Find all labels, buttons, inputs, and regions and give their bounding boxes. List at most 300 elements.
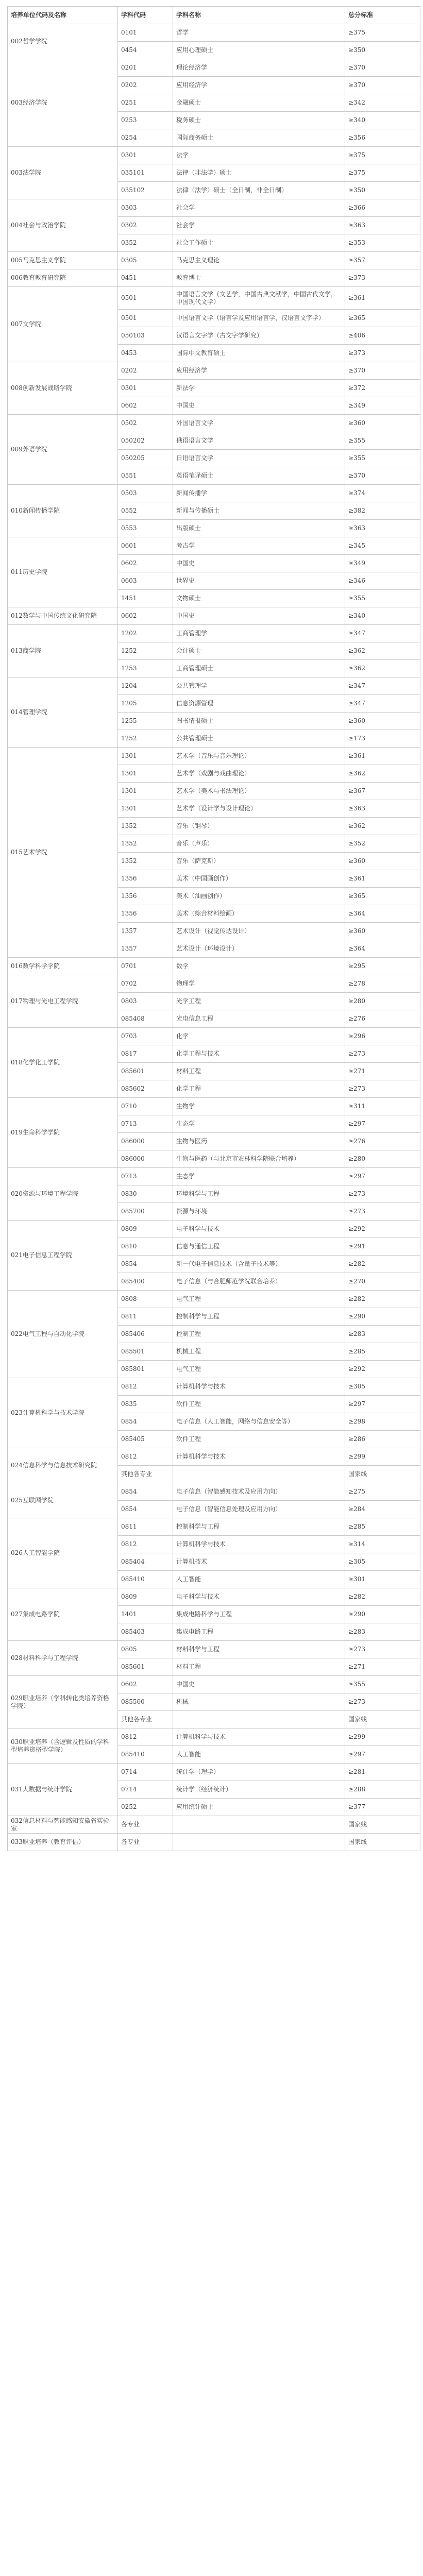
table-row	[8, 1588, 420, 1606]
table-row	[8, 975, 420, 993]
score-cell: ≥365	[345, 888, 420, 905]
score-cell: ≥271	[345, 1063, 420, 1080]
table-row	[8, 1518, 420, 1536]
unit-cell: 018化学化工学院	[8, 1028, 118, 1098]
name-cell: 计算机科学与技术	[173, 1448, 345, 1466]
name-cell: 电气工程	[173, 1361, 345, 1378]
score-cell: ≥342	[345, 94, 420, 112]
score-cell: ≥276	[345, 1133, 420, 1150]
unit-cell: 028材料科学与工程学院	[8, 1641, 118, 1676]
code-cell: 1356	[118, 870, 173, 888]
table-row	[8, 1764, 420, 1781]
name-cell: 中国史	[173, 555, 345, 572]
table-row	[8, 1448, 420, 1466]
code-cell: 0808	[118, 1291, 173, 1308]
name-cell: 法律（法学）硕士（全日制，非全日制）	[173, 182, 345, 199]
code-cell: 0503	[118, 485, 173, 502]
code-cell: 0251	[118, 94, 173, 112]
name-cell: 控制科学与工程	[173, 1308, 345, 1326]
score-cell: ≥284	[345, 1501, 420, 1518]
name-cell: 电子信息（智能感知技术及应用方向）	[173, 1483, 345, 1501]
code-cell: 0551	[118, 467, 173, 485]
name-cell: 日语语言文学	[173, 450, 345, 467]
code-cell: 085602	[118, 1080, 173, 1098]
name-cell: 电子科学与技术	[173, 1588, 345, 1606]
code-cell: 1352	[118, 853, 173, 870]
unit-cell: 004社会与政治学院	[8, 199, 118, 252]
unit-cell: 016数学科学学院	[8, 958, 118, 975]
score-cell: ≥367	[345, 783, 420, 800]
name-cell: 外国语言文学	[173, 415, 345, 432]
name-cell: 文物硕士	[173, 590, 345, 607]
score-cell: ≥375	[345, 147, 420, 164]
name-cell: 美术（中国画创作）	[173, 870, 345, 888]
code-cell: 0302	[118, 217, 173, 234]
code-cell: 1401	[118, 1606, 173, 1623]
name-cell: 社会学	[173, 199, 345, 217]
name-cell: 资源与环境	[173, 1203, 345, 1221]
code-cell: 0810	[118, 1238, 173, 1256]
name-cell: 会计硕士	[173, 642, 345, 660]
score-cell: ≥298	[345, 1413, 420, 1431]
name-cell: 物理学	[173, 975, 345, 993]
code-cell: 0552	[118, 502, 173, 520]
code-cell: 0305	[118, 252, 173, 269]
name-cell	[173, 1466, 345, 1483]
code-cell: 0201	[118, 59, 173, 77]
code-cell: 050205	[118, 450, 173, 467]
name-cell: 控制工程	[173, 1326, 345, 1343]
table-row	[8, 1834, 420, 1851]
name-cell: 法律（非法学）硕士	[173, 164, 345, 182]
score-cell: ≥356	[345, 129, 420, 147]
score-cell: ≥286	[345, 1431, 420, 1448]
name-cell: 中国史	[173, 397, 345, 415]
table-row	[8, 485, 420, 502]
score-cell: ≥366	[345, 199, 420, 217]
unit-cell: 032信息材料与智能感知安徽省实验室	[8, 1816, 118, 1834]
score-table	[7, 6, 420, 1851]
code-cell: 各专业	[118, 1816, 173, 1834]
name-cell: 法学	[173, 147, 345, 164]
name-cell: 电子信息（人工智能，网络与信息安全等）	[173, 1413, 345, 1431]
score-cell: ≥297	[345, 1396, 420, 1413]
name-cell: 新闻与传播硕士	[173, 502, 345, 520]
name-cell: 人工智能	[173, 1746, 345, 1764]
score-cell: ≥347	[345, 625, 420, 642]
name-cell: 汉语言文字学（古文字学研究）	[173, 327, 345, 345]
code-cell: 085410	[118, 1571, 173, 1588]
code-cell: 0854	[118, 1501, 173, 1518]
code-cell: 1202	[118, 625, 173, 642]
name-cell	[173, 1711, 345, 1728]
code-cell: 0803	[118, 993, 173, 1010]
code-cell: 086000	[118, 1150, 173, 1168]
score-cell: ≥299	[345, 1448, 420, 1466]
table-row	[8, 677, 420, 695]
code-cell: 085601	[118, 1658, 173, 1676]
name-cell: 社会工作硕士	[173, 234, 345, 252]
code-cell: 0202	[118, 77, 173, 94]
name-cell: 新闻传播学	[173, 485, 345, 502]
score-cell: ≥350	[345, 182, 420, 199]
score-cell: ≥295	[345, 958, 420, 975]
code-cell: 0805	[118, 1641, 173, 1658]
score-cell: ≥281	[345, 1764, 420, 1781]
name-cell: 中国语言文学（文艺学，中国古典文献学，中国古代文学，中国现代文学）	[173, 287, 345, 310]
score-cell: ≥355	[345, 1676, 420, 1693]
table-row	[8, 1816, 420, 1834]
code-cell: 0601	[118, 537, 173, 555]
name-cell: 应用统计硕士	[173, 1799, 345, 1816]
name-cell: 计算机技术	[173, 1553, 345, 1571]
score-cell: ≥285	[345, 1518, 420, 1536]
code-cell: 1357	[118, 940, 173, 958]
score-cell: ≥297	[345, 1115, 420, 1133]
code-cell: 0710	[118, 1098, 173, 1115]
code-cell: 0854	[118, 1256, 173, 1273]
code-cell: 0602	[118, 397, 173, 415]
name-cell: 艺术设计（环境设计）	[173, 940, 345, 958]
score-cell: ≥292	[345, 1221, 420, 1238]
score-cell: ≥273	[345, 1641, 420, 1658]
score-cell: ≥280	[345, 993, 420, 1010]
unit-cell: 021电子信息工程学院	[8, 1221, 118, 1291]
score-cell: ≥290	[345, 1308, 420, 1326]
table-row	[8, 199, 420, 217]
unit-cell: 031大数据与统计学院	[8, 1764, 118, 1816]
code-cell: 085405	[118, 1431, 173, 1448]
name-cell: 集成电路科学与工程	[173, 1606, 345, 1623]
score-cell: ≥347	[345, 695, 420, 713]
unit-cell: 003法学院	[8, 147, 118, 199]
code-cell: 0451	[118, 269, 173, 287]
unit-cell: 002哲学学院	[8, 24, 118, 59]
code-cell: 085501	[118, 1343, 173, 1361]
score-cell: ≥370	[345, 467, 420, 485]
code-cell: 085408	[118, 1010, 173, 1028]
unit-cell: 013商学院	[8, 625, 118, 677]
score-cell: ≥350	[345, 42, 420, 59]
score-cell: ≥288	[345, 1781, 420, 1799]
name-cell: 统计学（理学）	[173, 1764, 345, 1781]
score-cell: ≥291	[345, 1238, 420, 1256]
code-cell: 085700	[118, 1203, 173, 1221]
unit-cell: 030职业培养（含逻辑及性质的学科型培养资格型学院）	[8, 1728, 118, 1764]
table-row	[8, 1221, 420, 1238]
code-cell: 0301	[118, 380, 173, 397]
code-cell: 0809	[118, 1221, 173, 1238]
code-cell: 0812	[118, 1536, 173, 1553]
code-cell: 0253	[118, 112, 173, 129]
table-row	[8, 748, 420, 765]
unit-cell: 033职业培养（教育评估）	[8, 1834, 118, 1851]
name-cell: 音乐（萨克斯）	[173, 853, 345, 870]
name-cell: 教育博士	[173, 269, 345, 287]
code-cell: 其他各专业	[118, 1466, 173, 1483]
name-cell: 软件工程	[173, 1431, 345, 1448]
code-cell: 1356	[118, 888, 173, 905]
score-cell: 国家线	[345, 1816, 420, 1834]
score-cell: ≥276	[345, 1010, 420, 1028]
unit-cell: 005马克思主义学院	[8, 252, 118, 269]
code-cell: 1301	[118, 800, 173, 818]
name-cell: 艺术学（戏剧与戏曲理论）	[173, 765, 345, 783]
score-cell: ≥349	[345, 397, 420, 415]
code-cell: 035101	[118, 164, 173, 182]
code-cell: 085601	[118, 1063, 173, 1080]
code-cell: 0854	[118, 1413, 173, 1431]
unit-cell: 022电气工程与自动化学院	[8, 1291, 118, 1378]
score-cell: ≥365	[345, 310, 420, 327]
name-cell: 税务硕士	[173, 112, 345, 129]
code-cell: 0254	[118, 129, 173, 147]
code-cell: 0453	[118, 345, 173, 362]
name-cell: 国际中文教育硕士	[173, 345, 345, 362]
score-cell: ≥297	[345, 1168, 420, 1185]
score-cell: ≥374	[345, 485, 420, 502]
score-cell: ≥301	[345, 1571, 420, 1588]
table-row	[8, 625, 420, 642]
name-cell: 数学	[173, 958, 345, 975]
unit-cell: 023计算机科学与技术学院	[8, 1378, 118, 1448]
table-row	[8, 1098, 420, 1115]
name-cell: 电子科学与技术	[173, 1221, 345, 1238]
name-cell: 艺术学（音乐与音乐理论）	[173, 748, 345, 765]
score-cell: ≥297	[345, 1746, 420, 1764]
code-cell: 0713	[118, 1115, 173, 1133]
score-cell: ≥375	[345, 164, 420, 182]
code-cell: 1357	[118, 923, 173, 940]
score-cell: 国家线	[345, 1834, 420, 1851]
name-cell: 环境科学与工程	[173, 1185, 345, 1203]
name-cell: 光电信息工程	[173, 1010, 345, 1028]
score-cell: ≥372	[345, 380, 420, 397]
score-cell: ≥370	[345, 77, 420, 94]
name-cell: 图书情报硕士	[173, 713, 345, 730]
name-cell: 新法学	[173, 380, 345, 397]
name-cell: 国际商务硕士	[173, 129, 345, 147]
name-cell: 材料工程	[173, 1658, 345, 1676]
score-cell: ≥340	[345, 607, 420, 625]
score-cell: ≥278	[345, 975, 420, 993]
code-cell: 0301	[118, 147, 173, 164]
name-cell: 音乐（钢琴）	[173, 818, 345, 835]
header-code: 学科代码	[118, 7, 173, 24]
score-cell: ≥377	[345, 1799, 420, 1816]
code-cell: 0812	[118, 1728, 173, 1746]
name-cell	[173, 1816, 345, 1834]
code-cell: 0101	[118, 24, 173, 42]
code-cell: 1301	[118, 748, 173, 765]
code-cell: 0603	[118, 572, 173, 590]
score-cell: ≥273	[345, 1693, 420, 1711]
score-cell: ≥370	[345, 59, 420, 77]
name-cell: 中国史	[173, 607, 345, 625]
name-cell: 工商管理学	[173, 625, 345, 642]
code-cell: 1253	[118, 660, 173, 677]
unit-cell: 008创新发展战略学院	[8, 362, 118, 415]
name-cell: 考古学	[173, 537, 345, 555]
header-name: 学科名称	[173, 7, 345, 24]
code-cell: 0812	[118, 1378, 173, 1396]
name-cell: 出版硕士	[173, 520, 345, 537]
name-cell: 中国史	[173, 1676, 345, 1693]
score-cell: ≥363	[345, 800, 420, 818]
score-cell: ≥305	[345, 1553, 420, 1571]
code-cell: 0811	[118, 1518, 173, 1536]
score-cell: ≥364	[345, 940, 420, 958]
name-cell: 机械工程	[173, 1343, 345, 1361]
name-cell: 应用经济学	[173, 362, 345, 380]
name-cell: 信息资源管理	[173, 695, 345, 713]
table-row	[8, 24, 420, 42]
name-cell: 公共管理学	[173, 677, 345, 695]
name-cell: 人工智能	[173, 1571, 345, 1588]
code-cell: 0602	[118, 555, 173, 572]
score-cell: ≥352	[345, 835, 420, 853]
name-cell: 集成电路工程	[173, 1623, 345, 1641]
score-cell: ≥355	[345, 590, 420, 607]
unit-cell: 006教育教育研究院	[8, 269, 118, 287]
code-cell: 0454	[118, 42, 173, 59]
unit-cell: 027集成电路学院	[8, 1588, 118, 1641]
code-cell: 085400	[118, 1273, 173, 1291]
score-cell: ≥283	[345, 1623, 420, 1641]
table-row	[8, 1291, 420, 1308]
name-cell: 信息与通信工程	[173, 1238, 345, 1256]
code-cell: 1356	[118, 905, 173, 923]
score-cell: ≥290	[345, 1606, 420, 1623]
code-cell: 0252	[118, 1799, 173, 1816]
unit-cell: 003经济学院	[8, 59, 118, 147]
name-cell: 材料科学与工程	[173, 1641, 345, 1658]
code-cell: 050202	[118, 432, 173, 450]
score-cell: ≥311	[345, 1098, 420, 1115]
score-cell: ≥357	[345, 252, 420, 269]
score-cell: ≥270	[345, 1273, 420, 1291]
unit-cell: 017物理与光电工程学院	[8, 975, 118, 1028]
unit-cell: 007文学院	[8, 287, 118, 362]
score-cell: ≥362	[345, 765, 420, 783]
score-cell: ≥292	[345, 1361, 420, 1378]
code-cell: 0703	[118, 1028, 173, 1045]
unit-cell: 010新闻传播学院	[8, 485, 118, 537]
score-cell: ≥299	[345, 1728, 420, 1746]
name-cell: 英语笔译硕士	[173, 467, 345, 485]
code-cell: 1252	[118, 642, 173, 660]
score-cell: ≥273	[345, 1203, 420, 1221]
code-cell: 0553	[118, 520, 173, 537]
score-cell: 国家线	[345, 1711, 420, 1728]
name-cell: 电气工程	[173, 1291, 345, 1308]
code-cell: 085406	[118, 1326, 173, 1343]
name-cell: 美术（综合材料绘画）	[173, 905, 345, 923]
table-row	[8, 59, 420, 77]
code-cell: 085801	[118, 1361, 173, 1378]
name-cell: 机械	[173, 1693, 345, 1711]
score-cell: ≥362	[345, 818, 420, 835]
code-cell: 0502	[118, 415, 173, 432]
code-cell: 1451	[118, 590, 173, 607]
score-cell: ≥361	[345, 870, 420, 888]
score-cell: ≥355	[345, 432, 420, 450]
name-cell: 电子信息（智能信息处理及应用方向）	[173, 1501, 345, 1518]
score-cell: ≥349	[345, 555, 420, 572]
score-cell: ≥347	[345, 677, 420, 695]
score-cell: ≥345	[345, 537, 420, 555]
table-row	[8, 1728, 420, 1746]
table-row	[8, 537, 420, 555]
table-row	[8, 958, 420, 975]
code-cell: 085500	[118, 1693, 173, 1711]
code-cell: 085410	[118, 1746, 173, 1764]
code-cell: 各专业	[118, 1834, 173, 1851]
name-cell: 社会学	[173, 217, 345, 234]
table-row	[8, 1483, 420, 1501]
name-cell	[173, 1834, 345, 1851]
code-cell: 086000	[118, 1133, 173, 1150]
table-row	[8, 415, 420, 432]
score-cell: ≥285	[345, 1343, 420, 1361]
score-cell: ≥364	[345, 905, 420, 923]
name-cell: 软件工程	[173, 1396, 345, 1413]
code-cell: 0701	[118, 958, 173, 975]
name-cell: 计算机科学与技术	[173, 1378, 345, 1396]
table-row	[8, 1641, 420, 1658]
name-cell: 生物与医药	[173, 1133, 345, 1150]
name-cell: 生态学	[173, 1168, 345, 1185]
name-cell: 金融硕士	[173, 94, 345, 112]
table-row	[8, 1676, 420, 1693]
score-cell: ≥361	[345, 287, 420, 310]
score-cell: ≥382	[345, 502, 420, 520]
table-row	[8, 1168, 420, 1185]
table-row	[8, 269, 420, 287]
table-row	[8, 147, 420, 164]
code-cell: 0854	[118, 1483, 173, 1501]
score-cell: 国家线	[345, 1466, 420, 1483]
code-cell: 0602	[118, 1676, 173, 1693]
code-cell: 0817	[118, 1045, 173, 1063]
score-cell: ≥375	[345, 24, 420, 42]
code-cell: 0714	[118, 1764, 173, 1781]
score-cell: ≥282	[345, 1256, 420, 1273]
name-cell: 新一代电子信息技术（含量子技术等）	[173, 1256, 345, 1273]
unit-cell: 025互联网学院	[8, 1483, 118, 1518]
code-cell: 1255	[118, 713, 173, 730]
name-cell: 统计学（经济统计）	[173, 1781, 345, 1799]
name-cell: 工商管理硕士	[173, 660, 345, 677]
score-cell: ≥273	[345, 1080, 420, 1098]
name-cell: 马克思主义理论	[173, 252, 345, 269]
code-cell: 0202	[118, 362, 173, 380]
name-cell: 计算机科学与技术	[173, 1728, 345, 1746]
name-cell: 俄语语言文学	[173, 432, 345, 450]
name-cell: 化学工程	[173, 1080, 345, 1098]
table-row	[8, 1028, 420, 1045]
name-cell: 化学工程与技术	[173, 1045, 345, 1063]
score-cell: ≥370	[345, 362, 420, 380]
name-cell: 应用经济学	[173, 77, 345, 94]
code-cell: 1301	[118, 765, 173, 783]
name-cell: 中国语言文学（语言学及应用语言学，汉语言文字学）	[173, 310, 345, 327]
score-cell: ≥363	[345, 217, 420, 234]
score-cell: ≥340	[345, 112, 420, 129]
score-cell: ≥360	[345, 713, 420, 730]
code-cell: 1252	[118, 730, 173, 748]
unit-cell: 026人工智能学院	[8, 1518, 118, 1588]
